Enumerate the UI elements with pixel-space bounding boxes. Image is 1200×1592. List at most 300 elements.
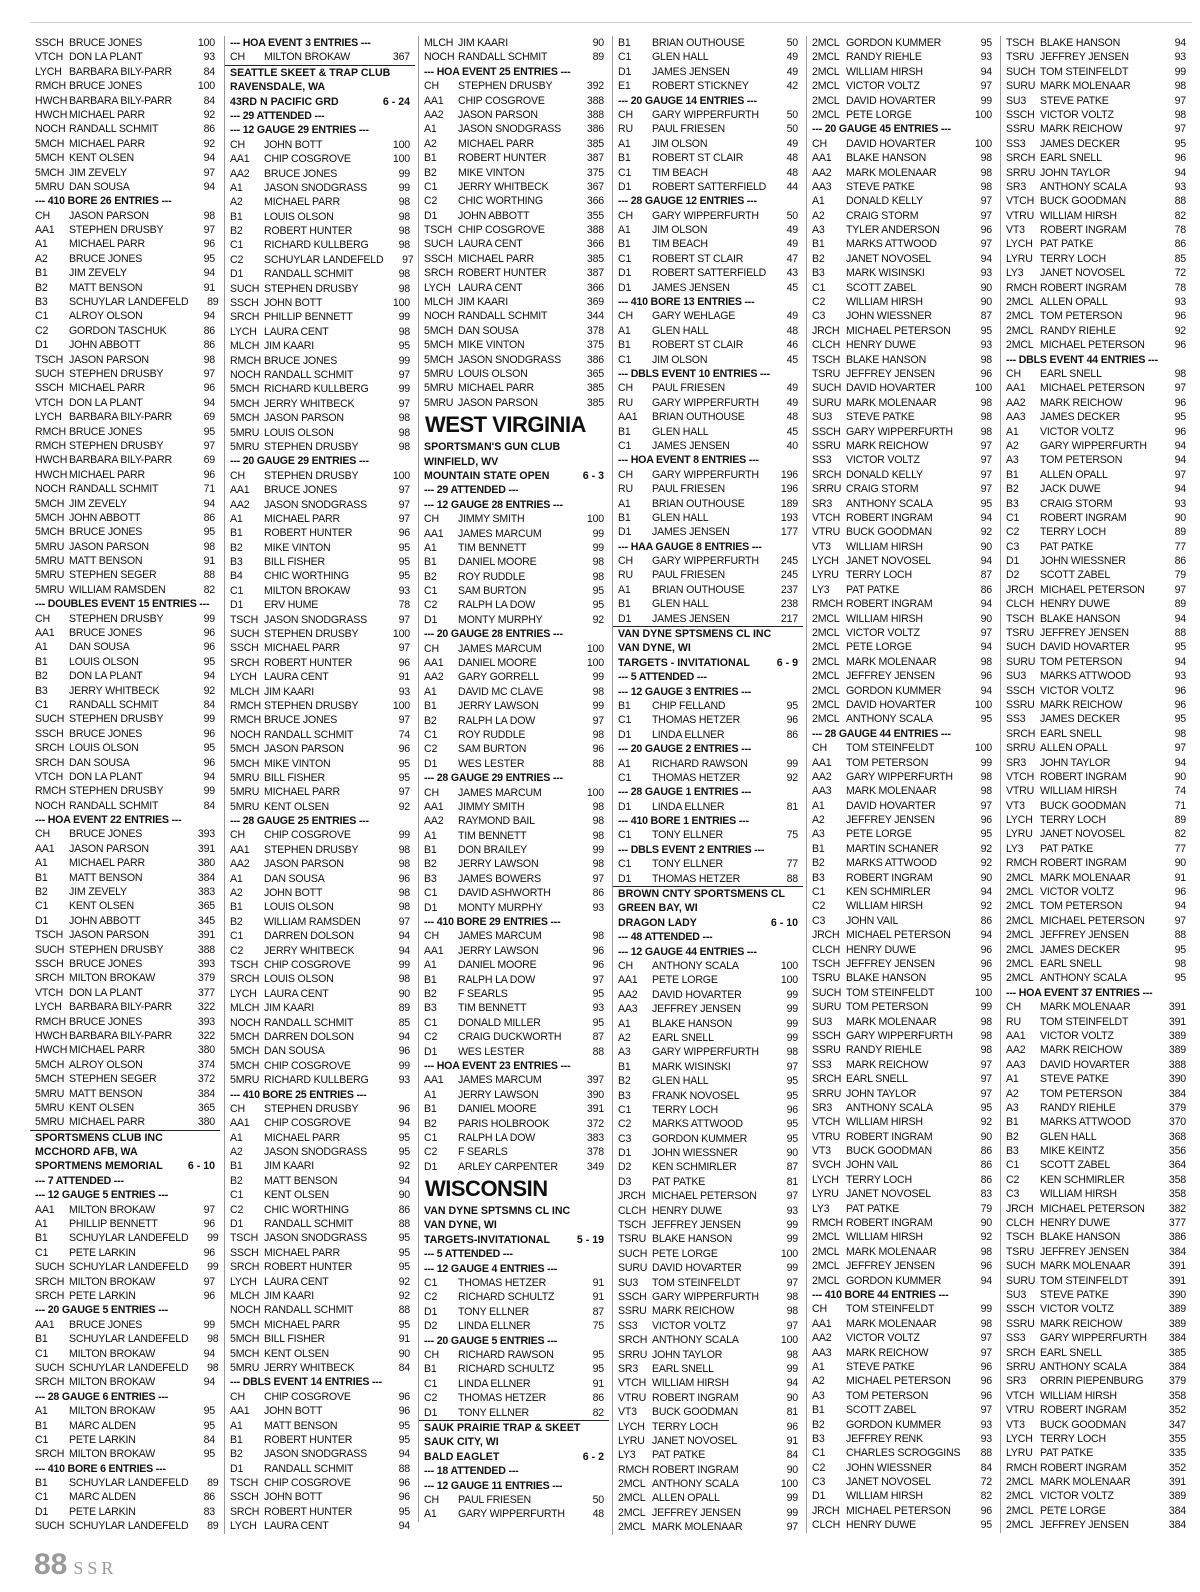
class-code: SRRU [1006, 742, 1036, 755]
result-row [807, 367, 997, 381]
class-code: 5MRU [230, 426, 260, 439]
result-row [613, 771, 803, 785]
shooter-name: WILLIAM HIRSH [1040, 785, 1117, 798]
score: 86 [980, 1173, 992, 1186]
shoot-info-text: WINFIELD, WV [424, 455, 499, 468]
shooter-name: MARK MOLENAAR [846, 166, 937, 179]
result-row [807, 151, 997, 165]
result-row [1001, 281, 1191, 295]
class-code: JRCH [1006, 583, 1034, 596]
shooter-name: MARC ALDEN [69, 1491, 136, 1504]
result-row [419, 266, 609, 280]
class-code: LY3 [812, 1202, 830, 1215]
shooter-name: THOMAS HETZER [652, 872, 768, 886]
result-row [30, 640, 220, 654]
score: 98 [786, 1348, 798, 1361]
shooter-name: RANDY RIEHLE [1040, 324, 1116, 337]
shoot-info [419, 1204, 609, 1218]
score: 94 [1174, 454, 1186, 467]
shooter-name: ROBERT INGRAM [1040, 224, 1127, 237]
shooter-name: BRIAN OUTHOUSE [652, 37, 745, 49]
class-code: B3 [424, 872, 437, 885]
club-name: SAUK PRAIRIE TRAP & SKEET [419, 1420, 609, 1435]
result-row [225, 1159, 415, 1173]
score: 94 [398, 1174, 410, 1187]
class-code: RMCH [35, 439, 66, 452]
shooter-name: MILTON BROKAW [69, 1448, 156, 1461]
score: 189 [780, 497, 798, 510]
score: 93 [592, 901, 604, 914]
class-code: C2 [618, 1118, 632, 1131]
result-row [613, 583, 803, 597]
result-row [419, 1406, 609, 1420]
score: 97 [398, 915, 410, 928]
score: 388 [586, 108, 604, 121]
shooter-name: GARY WIPPERFURTH [1040, 439, 1147, 452]
result-row [1001, 583, 1191, 597]
result-row [419, 281, 609, 295]
class-code: VTRU [812, 1130, 841, 1143]
result-row [613, 612, 803, 626]
score: 98 [980, 353, 992, 366]
result-row [613, 1089, 803, 1103]
result-row [419, 728, 609, 742]
score: 92 [980, 900, 992, 913]
class-code: D1 [1006, 555, 1020, 568]
shooter-name: ALROY OLSON [69, 310, 143, 323]
shooter-name: STEPHEN DRUSBY [264, 628, 359, 641]
shooter-name: MICHAEL PARR [69, 137, 145, 150]
score: 358 [1168, 1389, 1186, 1402]
result-row [30, 554, 220, 568]
shooter-name: ANTHONY SCALA [846, 713, 933, 726]
shooter-name: TYLER ANDERSON [846, 224, 940, 237]
score: 94 [203, 152, 215, 165]
class-code: CLCH [1006, 598, 1035, 611]
class-code: SRCH [1006, 727, 1036, 740]
result-row [613, 554, 803, 568]
shooter-name: BARBARA BILY-PARR [69, 65, 172, 78]
result-row [30, 684, 220, 698]
class-code: B2 [35, 670, 48, 683]
class-code: VTRU [618, 1391, 647, 1404]
shooter-name: KENT OLSEN [69, 1101, 134, 1114]
shooter-name: BUCK GOODMAN [846, 526, 932, 539]
result-row [30, 324, 220, 338]
class-code: RMCH [1006, 281, 1037, 294]
shooter-name: BLAKE HANSON [1040, 37, 1121, 49]
score: 391 [1168, 1001, 1186, 1014]
score: 349 [586, 1160, 604, 1173]
class-code: HWCH [35, 454, 68, 467]
result-row [807, 381, 997, 395]
score: 98 [786, 1290, 798, 1303]
class-code: AA1 [812, 152, 832, 165]
result-row [613, 757, 803, 771]
score: 46 [786, 339, 798, 352]
class-code: CH [618, 960, 633, 972]
score: 49 [786, 396, 798, 409]
result-row [419, 987, 609, 1001]
shooter-name: BRIAN OUTHOUSE [652, 497, 745, 510]
shooter-name: ANTHONY SCALA [1040, 1360, 1127, 1373]
result-row [225, 138, 415, 152]
score: 96 [203, 1218, 215, 1231]
score: 98 [980, 1015, 992, 1028]
score: 97 [1174, 468, 1186, 481]
class-code: SS3 [1006, 137, 1026, 150]
results-columns [30, 36, 1195, 1532]
result-row [225, 440, 415, 454]
class-code: SRCH [35, 972, 65, 985]
class-code: 2MCL [812, 37, 840, 49]
score: 84 [980, 1461, 992, 1474]
class-code: D1 [424, 757, 438, 770]
result-row [807, 698, 997, 712]
class-code: VT3 [1006, 799, 1025, 812]
shooter-name: BUCK GOODMAN [1040, 1418, 1126, 1431]
class-code: 5MCH [35, 1058, 65, 1071]
shooter-name: DAN SOUSA [69, 180, 130, 193]
score: 86 [980, 583, 992, 596]
shooter-name: CHIP COSGROVE [458, 94, 545, 107]
class-code: CH [35, 209, 50, 222]
shooter-name: THOMAS HETZER [458, 1392, 547, 1405]
class-code: A2 [812, 1375, 825, 1388]
score: 93 [1174, 51, 1186, 64]
result-row [225, 1073, 415, 1087]
score: 95 [980, 497, 992, 510]
class-code: D1 [618, 872, 652, 886]
result-row [807, 482, 997, 496]
shooter-name: MARK REICHOW [1040, 123, 1123, 136]
score: 95 [592, 1363, 604, 1376]
shooter-name: RANDALL SCHMIT [264, 1218, 354, 1231]
shooter-name: TOM PETERSON [1040, 900, 1123, 913]
class-code: B1 [812, 1404, 825, 1417]
score: 98 [398, 196, 410, 209]
class-code: C2 [35, 324, 49, 337]
class-code: 5MCH [35, 1073, 65, 1086]
result-row [30, 885, 220, 899]
class-code: AA1 [424, 1074, 444, 1087]
result-row [225, 958, 415, 972]
shooter-name: SCOTT ZABEL [1040, 1159, 1111, 1172]
result-row [225, 195, 415, 209]
shooter-name: DON LA PLANT [69, 396, 143, 409]
shooter-name: VICTOR VOLTZ [846, 454, 920, 467]
result-row [1001, 1101, 1191, 1115]
score: 380 [197, 1116, 215, 1129]
result-row [613, 1247, 803, 1261]
class-code: SRCH [35, 756, 65, 769]
score: 368 [1168, 1130, 1186, 1143]
class-code: SUCH [1006, 1260, 1036, 1273]
class-code: C2 [230, 253, 244, 266]
score: 97 [398, 397, 410, 410]
result-row [1001, 1518, 1191, 1532]
result-row [225, 1462, 415, 1476]
result-row [30, 36, 220, 50]
shooter-name: JANET NOVOSEL [846, 1188, 931, 1201]
class-code: 5MCH [230, 397, 260, 410]
result-row [30, 568, 220, 582]
shooter-name: JASON SNODGRASS [264, 1146, 367, 1159]
shooter-name: CHIP COSGROVE [264, 829, 351, 842]
class-code: MLCH [424, 296, 454, 309]
result-row [807, 1058, 997, 1072]
class-code: SSCH [812, 425, 841, 438]
score: 78 [398, 599, 410, 612]
class-code: SUCH [812, 382, 842, 395]
shooter-name: ROBERT HUNTER [264, 656, 353, 669]
class-code: 2MCL [812, 108, 840, 121]
result-row [1001, 295, 1191, 309]
shooter-name: BARBARA BILY-PARR [69, 454, 172, 467]
class-code: 5MCH [35, 497, 65, 510]
score: 100 [586, 513, 604, 526]
score: 94 [203, 497, 215, 510]
result-row [807, 194, 997, 208]
event-header: --- 410 BORE 25 ENTRIES --- [230, 1088, 367, 1101]
class-code: A1 [424, 123, 437, 136]
class-code: SU3 [812, 1015, 833, 1028]
shooter-name: CHIP FELLAND [652, 699, 726, 712]
class-code: B1 [230, 210, 243, 223]
shooter-name: JIM KAARI [264, 1289, 314, 1302]
class-code: SSRU [1006, 123, 1035, 136]
result-row [613, 1391, 803, 1405]
result-row [225, 426, 415, 440]
score: 98 [786, 1046, 798, 1059]
class-code: D2 [424, 1320, 438, 1333]
score: 95 [203, 425, 215, 438]
result-row [30, 1361, 220, 1375]
class-code: SSCH [424, 252, 453, 265]
shooter-name: CHIC WORTHING [264, 570, 349, 583]
result-row [30, 108, 220, 122]
class-code: SRCH [1006, 152, 1036, 165]
result-row [807, 971, 997, 985]
result-row [1001, 237, 1191, 251]
result-row [419, 685, 609, 699]
score: 322 [197, 1001, 215, 1014]
shooter-name: THOMAS HETZER [458, 1277, 547, 1290]
score: 42 [786, 80, 798, 93]
result-row [419, 295, 609, 309]
shooter-name: SCHUYLAR LANDEFELD [69, 1333, 189, 1346]
result-row [807, 784, 997, 798]
result-row [613, 252, 803, 266]
score: 88 [592, 757, 604, 770]
score: 88 [1174, 627, 1186, 640]
shooter-name: TOM PETERSON [846, 756, 929, 769]
result-row [225, 670, 415, 684]
score: 95 [398, 570, 410, 583]
class-code: C1 [618, 829, 632, 842]
score: 384 [1168, 1360, 1186, 1373]
result-row [30, 899, 220, 913]
shooter-name: STEPHEN DRUSBY [69, 943, 164, 956]
result-row [30, 295, 220, 309]
result-row [1001, 122, 1191, 136]
shooter-name: MIKE VINTON [458, 339, 525, 352]
score: 95 [1174, 641, 1186, 654]
result-row [613, 50, 803, 64]
result-row [1001, 1461, 1191, 1475]
result-row [807, 1317, 997, 1331]
score: 93 [980, 339, 992, 352]
score: 90 [980, 612, 992, 625]
score: 90 [786, 1147, 798, 1160]
shooter-name: MATT BENSON [264, 1174, 338, 1187]
class-code: SRCH [812, 468, 842, 481]
result-row [807, 511, 997, 525]
result-row [807, 669, 997, 683]
class-code: A1 [230, 872, 243, 885]
shooter-name: BARBARA BILY-PARR [69, 1029, 172, 1042]
class-code: A1 [424, 959, 437, 972]
shooter-name: GARY WEHLAGE [652, 310, 736, 323]
score: 99 [592, 671, 604, 684]
class-code: 5MRU [35, 569, 65, 582]
result-row [225, 1390, 415, 1404]
shoot-info [613, 916, 803, 930]
shooter-name: MICHAEL PARR [69, 1044, 145, 1057]
shooter-name: KENT OLSEN [264, 800, 329, 813]
shooter-name: SCHUYLAR LANDEFELD [69, 1232, 189, 1245]
result-row [1001, 108, 1191, 122]
result-row [807, 237, 997, 251]
score: 384 [197, 1087, 215, 1100]
score: 100 [974, 382, 992, 395]
result-row [419, 714, 609, 728]
event-header: --- 28 GAUGE 12 ENTRIES --- [618, 195, 757, 208]
score: 88 [398, 1462, 410, 1475]
shooter-name: MARK REICHOW [846, 1346, 929, 1359]
event-header: --- DBLS EVENT 44 ENTRIES --- [1006, 353, 1158, 366]
score: 48 [786, 166, 798, 179]
shooter-name: ROBERT HUNTER [264, 225, 353, 238]
class-code: JRCH [812, 324, 840, 337]
class-code: SURU [812, 1001, 842, 1014]
result-row [807, 899, 997, 913]
shooter-name: MICHAEL PARR [69, 108, 145, 121]
shooter-name: EARL SNELL [652, 1362, 714, 1375]
shooter-name: JASON SNODGRASS [458, 123, 561, 136]
result-row [225, 872, 415, 886]
shooter-name: BRUCE JONES [69, 1015, 143, 1028]
result-row [1001, 1202, 1191, 1216]
result-row [225, 886, 415, 900]
result-row [613, 482, 803, 496]
result-row [807, 1274, 997, 1288]
class-code: VTCH [1006, 1389, 1035, 1402]
class-code: RMCH [35, 80, 66, 93]
score: 397 [586, 1074, 604, 1087]
top-rule [30, 22, 1192, 23]
score: 365 [197, 1101, 215, 1114]
result-row [30, 353, 220, 367]
result-row [30, 957, 220, 971]
result-row [419, 613, 609, 627]
score: 385 [586, 396, 604, 409]
shooter-name: MATT BENSON [69, 281, 143, 294]
result-row [613, 122, 803, 136]
shooter-name: VICTOR VOLTZ [1040, 1303, 1114, 1316]
score: 94 [1174, 439, 1186, 452]
result-row [225, 1275, 415, 1289]
class-code: AA2 [1006, 1044, 1026, 1057]
score: 345 [197, 914, 215, 927]
club-name: SPORTSMENS CLUB INC [30, 1130, 220, 1145]
result-row [807, 943, 997, 957]
class-code: D1 [424, 1305, 438, 1318]
score: 99 [786, 1017, 798, 1030]
shooter-name: RICHARD SCHULTZ [458, 1363, 555, 1376]
class-code: C1 [812, 886, 826, 899]
result-row [1001, 540, 1191, 554]
result-row [807, 425, 997, 439]
class-code: SRCH [35, 1376, 65, 1389]
class-code: D1 [618, 526, 632, 539]
class-code: A2 [812, 814, 825, 827]
class-code: B1 [1006, 468, 1019, 481]
score: 97 [203, 1275, 215, 1288]
class-code: TSRU [812, 367, 841, 380]
score: 86 [203, 511, 215, 524]
score: 96 [980, 1504, 992, 1517]
result-row [807, 252, 997, 266]
result-row [419, 958, 609, 972]
class-code: NOCH [35, 123, 66, 136]
score: 98 [592, 815, 604, 828]
score: 86 [592, 887, 604, 900]
class-code: 5MRU [35, 1116, 65, 1129]
shooter-name: MICHAEL PARR [69, 857, 145, 870]
shooter-name: JOHN ABBOTT [69, 914, 141, 927]
result-row [1001, 1418, 1191, 1432]
class-code: B2 [812, 1418, 825, 1431]
shooter-name: DONALD KELLY [846, 195, 923, 208]
shooter-name: JERRY LAWSON [458, 1088, 539, 1101]
result-row [807, 108, 997, 122]
score: 96 [1174, 339, 1186, 352]
score: 97 [203, 224, 215, 237]
result-row [613, 1405, 803, 1419]
shooter-name: MARK MOLENAAR [1040, 80, 1131, 93]
shooter-name: RANDALL SCHMIT [264, 268, 354, 281]
result-row [807, 640, 997, 654]
result-row [613, 1060, 803, 1074]
class-code: CH [230, 469, 245, 482]
result-row [225, 339, 415, 353]
score: 97 [980, 799, 992, 812]
score: 98 [398, 239, 410, 252]
shooter-name: JIM ZEVELY [69, 886, 127, 899]
score: 77 [1174, 540, 1186, 553]
score: 94 [1174, 612, 1186, 625]
score: 100 [780, 1478, 798, 1491]
result-row [30, 655, 220, 669]
shooter-name: JEFFREY JENSEN [652, 1219, 741, 1232]
result-row [225, 972, 415, 986]
class-code: B3 [618, 1089, 631, 1102]
shooter-name: PETE LORGE [846, 108, 912, 121]
class-code: AA1 [424, 944, 444, 957]
class-code: RMCH [1006, 857, 1037, 870]
shooter-name: MARKS ATTWOOD [1040, 670, 1131, 683]
